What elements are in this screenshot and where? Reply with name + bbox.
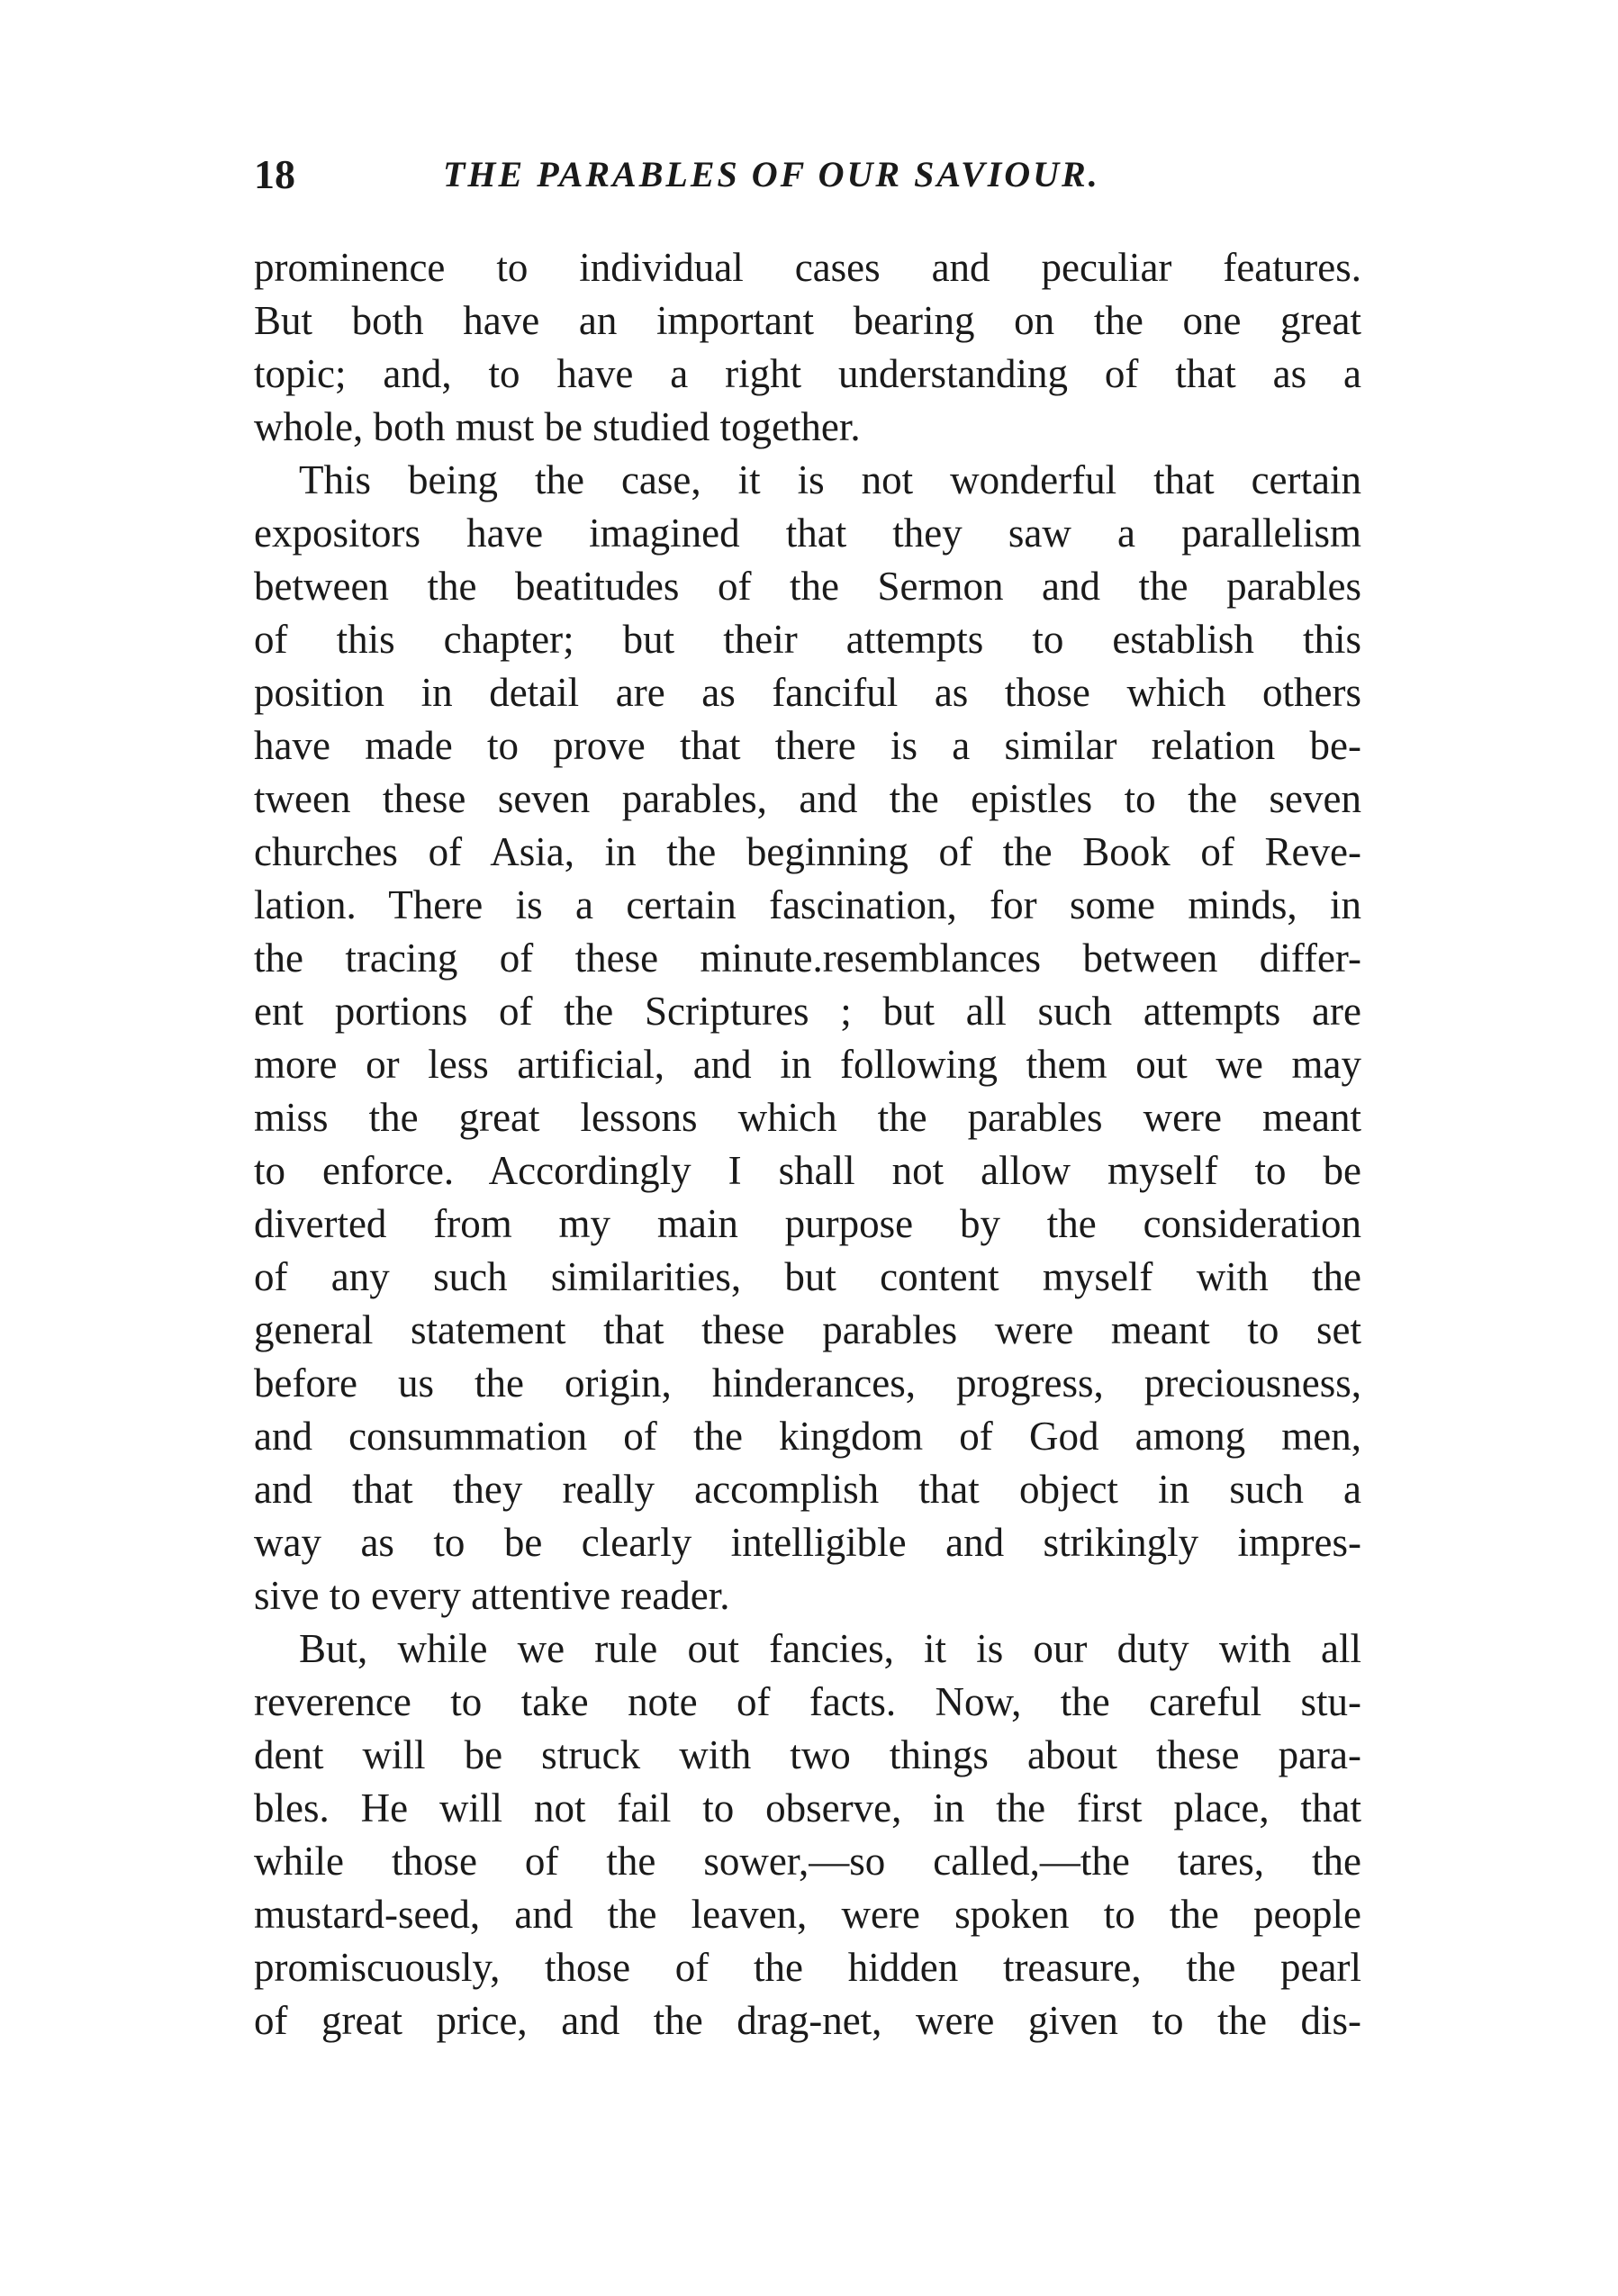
paragraph-1 bbox=[254, 241, 1361, 454]
text-line: churches of Asia, in the beginning of the Book of Reve- bbox=[254, 829, 1361, 874]
text-line: and consummation of the kingdom of God among men, bbox=[254, 1414, 1361, 1459]
page-number: 18 bbox=[254, 151, 295, 197]
text-line: the tracing of these minute.resemblances between differ- bbox=[254, 936, 1361, 981]
paragraph-3 bbox=[254, 1623, 1361, 2047]
paragraph-2 bbox=[254, 454, 1361, 1623]
text-line: to enforce. Accordingly I shall not allow myself to be bbox=[254, 1148, 1361, 1193]
text-line: bles. He will not fail to observe, in the first place, that bbox=[254, 1785, 1361, 1830]
text-line: more or less artificial, and in following them out we may bbox=[254, 1042, 1361, 1087]
text-line: mustard-seed, and the leaven, were spoken to the people bbox=[254, 1892, 1361, 1937]
text-line: prominence to individual cases and peculiar features. bbox=[254, 245, 1361, 290]
text-line: way as to be clearly intelligible and strikingly impres- bbox=[254, 1520, 1361, 1565]
running-head bbox=[254, 151, 1361, 198]
text-line: promiscuously, those of the hidden treasure, the pearl bbox=[254, 1945, 1361, 1990]
text-line: But, while we rule out fancies, it is our duty with all bbox=[299, 1626, 1361, 1671]
text-line: reverence to take note of facts. Now, the careful stu- bbox=[254, 1679, 1361, 1724]
text-line: while those of the sower,—so called,—the tares, the bbox=[254, 1839, 1361, 1884]
running-title: THE PARABLES OF OUR SAVIOUR. bbox=[443, 154, 1100, 194]
text-line: of great price, and the drag-net, were given to the dis- bbox=[254, 1998, 1361, 2043]
text-line: have made to prove that there is a similar relation be- bbox=[254, 723, 1361, 768]
text-line: general statement that these parables were meant to set bbox=[254, 1307, 1361, 1352]
text-line: This being the case, it is not wonderful that certain bbox=[299, 457, 1361, 502]
text-line: ent portions of the Scriptures ; but all such attempts are bbox=[254, 989, 1361, 1034]
text-line: between the beatitudes of the Sermon and the parables bbox=[254, 564, 1361, 609]
text-line: dent will be struck with two things about these para- bbox=[254, 1732, 1361, 1777]
text-line: of any such similarities, but content myself with the bbox=[254, 1254, 1361, 1299]
text-line: whole, both must be studied together. bbox=[254, 404, 861, 449]
text-line: topic; and, to have a right understanding of that as a bbox=[254, 351, 1361, 396]
text-line: before us the origin, hinderances, progress, preciousness, bbox=[254, 1360, 1361, 1406]
text-line: position in detail are as fanciful as those which others bbox=[254, 670, 1361, 715]
body-text bbox=[254, 241, 1361, 2047]
text-line: tween these seven parables, and the epistles to the seven bbox=[254, 776, 1361, 821]
text-line: miss the great lessons which the parables were meant bbox=[254, 1095, 1361, 1140]
text-line: sive to every attentive reader. bbox=[254, 1573, 730, 1618]
text-line: lation. There is a certain fascination, for some minds, in bbox=[254, 882, 1361, 927]
text-line: diverted from my main purpose by the consideration bbox=[254, 1201, 1361, 1246]
text-line: of this chapter; but their attempts to establish this bbox=[254, 617, 1361, 662]
text-line: and that they really accomplish that object in such a bbox=[254, 1467, 1361, 1512]
text-line: expositors have imagined that they saw a parallelism bbox=[254, 511, 1361, 556]
text-line: But both have an important bearing on the one great bbox=[254, 298, 1361, 343]
